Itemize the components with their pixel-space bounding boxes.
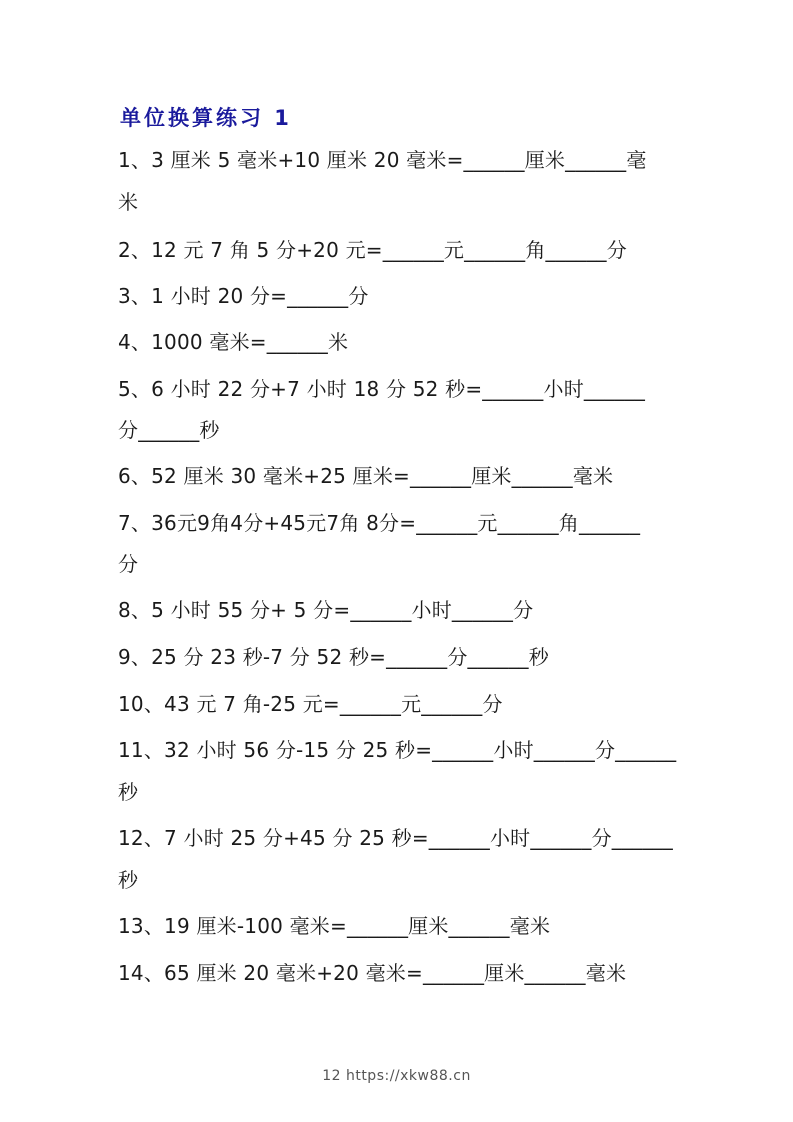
- exercise-4: 4、1000 毫米=______米: [118, 330, 349, 354]
- exercise-5-line-1: 5、6 小时 22 分+7 小时 18 分 52 秒=______小时______: [118, 377, 646, 401]
- exercise-8: 8、5 小时 55 分+ 5 分=______小时______分: [118, 598, 534, 622]
- exercise-6: 6、52 厘米 30 毫米+25 厘米=______厘米______毫米: [118, 464, 614, 488]
- exercise-2: 2、12 元 7 角 5 分+20 元=______元______角______分: [118, 238, 627, 262]
- exercise-1-line-1: 1、3 厘米 5 毫米+10 厘米 20 毫米=______厘米______毫: [118, 148, 647, 172]
- exercise-7-line-2: 分: [118, 552, 139, 576]
- exercise-12-line-2: 秒: [118, 868, 139, 892]
- exercise-11-line-1: 11、32 小时 56 分-15 分 25 秒=______小时______分______: [118, 738, 677, 762]
- exercise-9: 9、25 分 23 秒-7 分 52 秒=______分______秒: [118, 645, 549, 669]
- exercise-1-line-2: 米: [118, 190, 139, 214]
- exercise-3: 3、1 小时 20 分=______分: [118, 284, 369, 308]
- exercise-7-line-1: 7、36元9角4分+45元7角 8分=______元______角______: [118, 511, 641, 535]
- exercise-5-line-2: 分______秒: [118, 418, 220, 442]
- page-title: 单位换算练习 1: [120, 106, 292, 130]
- exercise-11-line-2: 秒: [118, 780, 139, 804]
- exercise-13: 13、19 厘米-100 毫米=______厘米______毫米: [118, 914, 551, 938]
- exercise-12-line-1: 12、7 小时 25 分+45 分 25 秒=______小时______分______: [118, 826, 673, 850]
- exercise-10: 10、43 元 7 角-25 元=______元______分: [118, 692, 503, 716]
- exercise-14: 14、65 厘米 20 毫米+20 毫米=______厘米______毫米: [118, 961, 627, 985]
- page-footer: 12 https://xkw88.cn: [322, 1068, 471, 1084]
